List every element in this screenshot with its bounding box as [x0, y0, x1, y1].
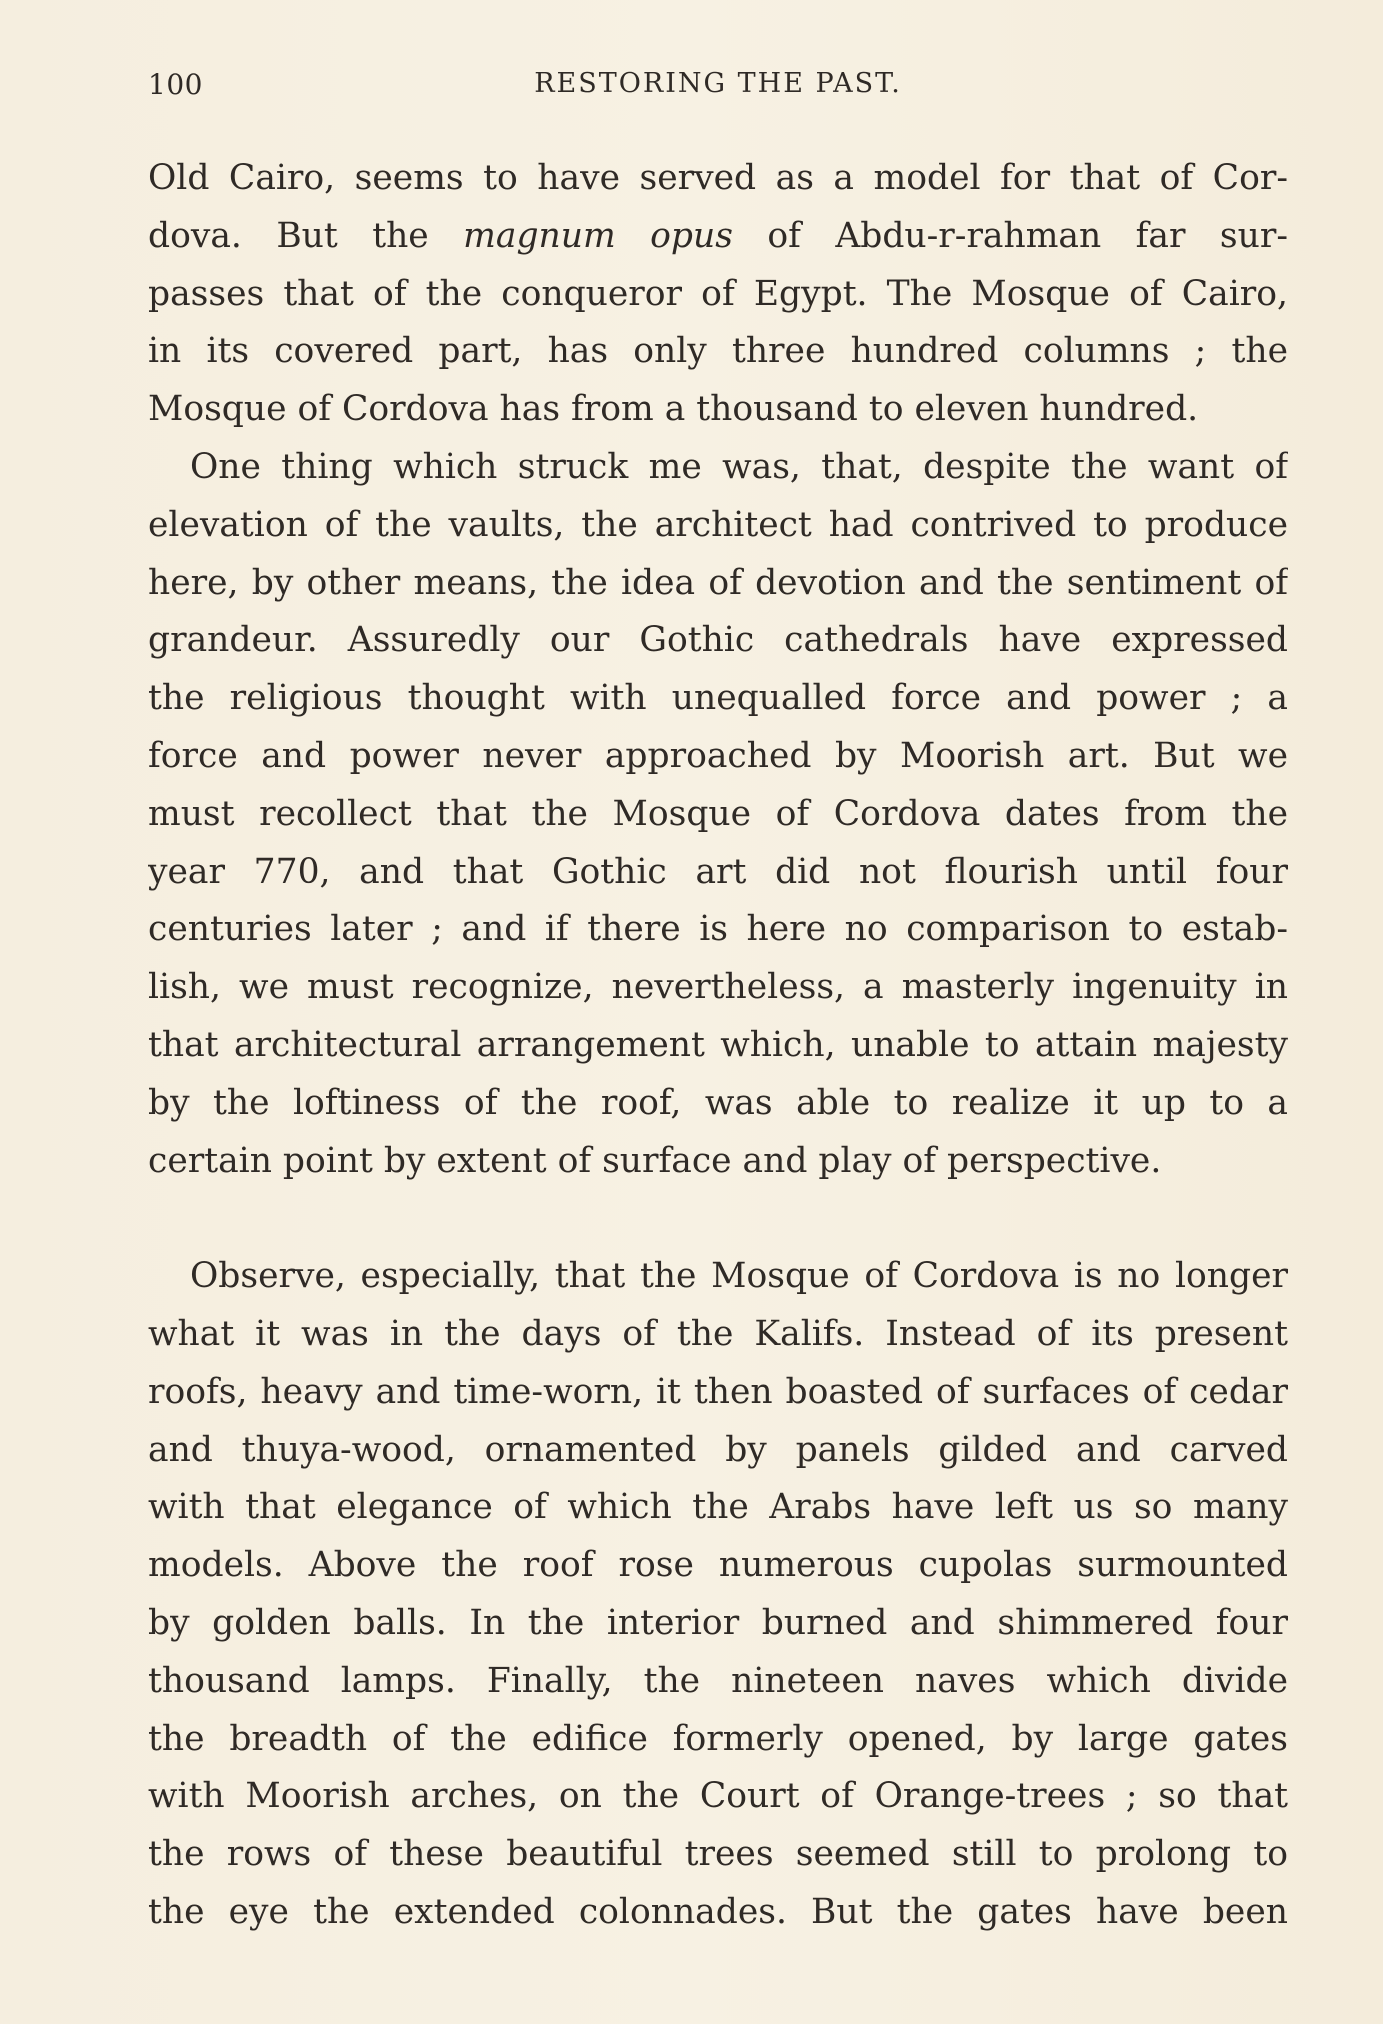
text-line: the rows of these beautiful trees seemed still to prolong to	[148, 1834, 1288, 1875]
text-line: by the loftiness of the roof, was able to realize it up to a	[148, 1082, 1288, 1123]
text-line: here, by other means, the idea of devotion and the sentiment of	[148, 562, 1288, 603]
text-line	[148, 208, 1288, 266]
text-line: with Moorish arches, on the Court of Orange-trees ; so that	[148, 1776, 1288, 1817]
text-line: elevation of the vaults, the architect had contrived to produce	[148, 504, 1288, 545]
text-line: centuries later ; and if there is here no comparison to estab-	[148, 909, 1288, 950]
text-line: passes that of the conqueror of Egypt. The Mosque of Cairo,	[148, 273, 1288, 314]
page-header	[148, 68, 1288, 108]
page-number: 100	[148, 68, 203, 101]
running-head: RESTORING THE PAST.	[534, 68, 902, 99]
text-line: Mosque of Cordova has from a thousand to eleven hundred.	[148, 389, 1199, 430]
text-line: force and power never approached by Moorish art. But we	[148, 735, 1288, 776]
text-line: in its covered part, has only three hundred columns ; the	[148, 331, 1288, 372]
text-line: with that elegance of which the Arabs have left us so many	[148, 1487, 1288, 1528]
text-span: of Abdu-r-rahman far sur-	[732, 215, 1288, 256]
text-span: dova. But the	[148, 215, 464, 256]
text-line: grandeur. Assuredly our Gothic cathedrals have expressed	[148, 620, 1288, 661]
text-line: One thing which struck me was, that, despite the want of	[190, 446, 1288, 487]
text-line: certain point by extent of surface and play of perspective.	[148, 1140, 1162, 1181]
text-line: thousand lamps. Finally, the nineteen naves which divide	[148, 1660, 1288, 1701]
text-line: lish, we must recognize, nevertheless, a masterly ingenuity in	[148, 967, 1288, 1008]
text-line: by golden balls. In the interior burned and shimmered four	[148, 1602, 1288, 1643]
text-line: Old Cairo, seems to have served as a model for that of Cor-	[148, 158, 1288, 198]
text-line: year 770, and that Gothic art did not flourish until four	[148, 851, 1288, 892]
text-line: the breadth of the edifice formerly opened, by large gates	[148, 1718, 1288, 1759]
italic-phrase: magnum opus	[463, 215, 733, 256]
text-line: what it was in the days of the Kalifs. Instead of its present	[148, 1313, 1288, 1354]
text-line: the religious thought with unequalled force and power ; a	[148, 678, 1288, 719]
text-line: Observe, especially, that the Mosque of Cordova is no longer	[190, 1256, 1288, 1297]
text-line: must recollect that the Mosque of Cordova dates from the	[148, 793, 1288, 834]
text-line: and thuya-wood, ornamented by panels gilded and carved	[148, 1429, 1288, 1470]
text-line: the eye the extended colonnades. But the gates have been	[148, 1891, 1288, 1932]
text-line: roofs, heavy and time-worn, it then boasted of surfaces of cedar	[148, 1371, 1288, 1412]
paragraph-gap	[148, 1190, 1288, 1248]
text-line: models. Above the roof rose numerous cupolas surmounted	[148, 1545, 1288, 1586]
body-text	[148, 150, 1288, 1942]
text-line: that architectural arrangement which, unable to attain majesty	[148, 1024, 1288, 1065]
